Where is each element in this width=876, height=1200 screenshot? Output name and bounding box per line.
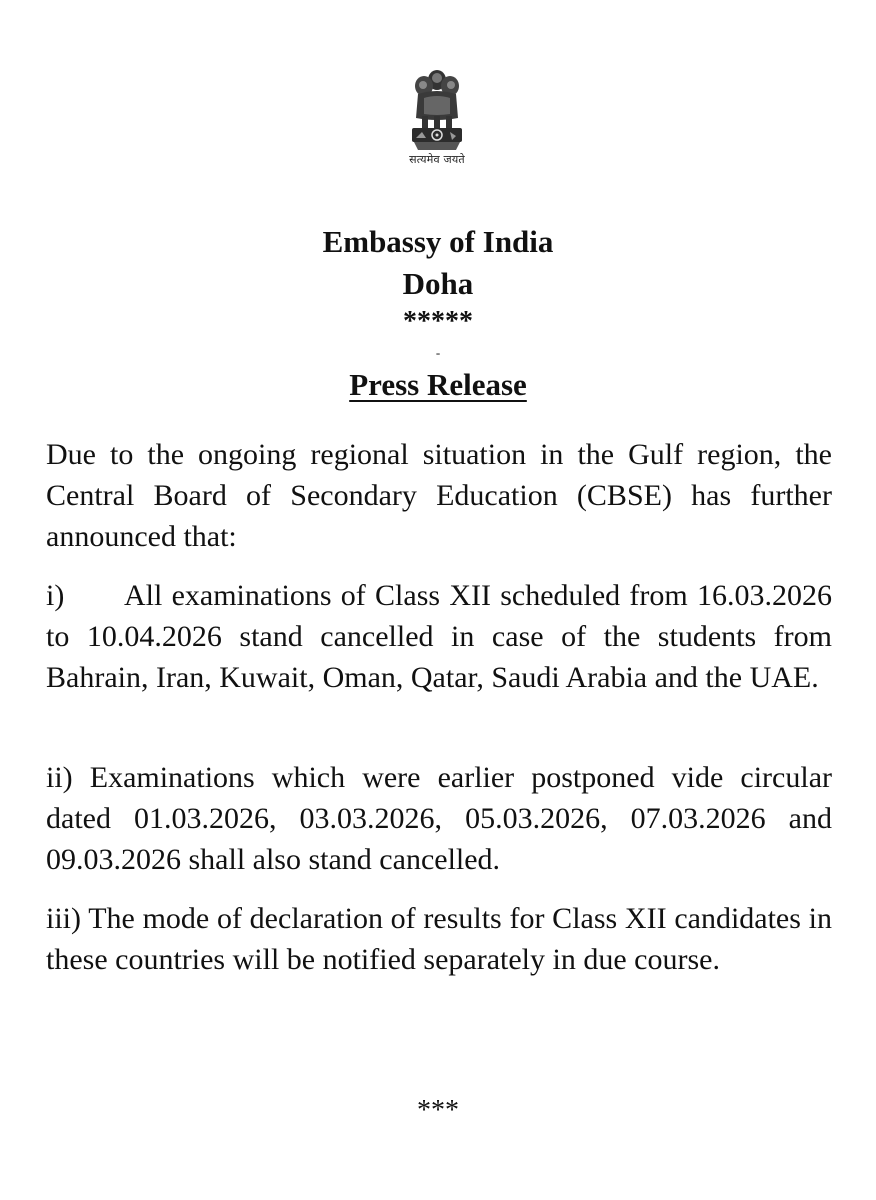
item-3-paragraph: iii) The mode of declaration of results for Class XII candidates in these countries will be notified separately in due course. bbox=[46, 902, 832, 976]
end-stars: *** bbox=[417, 1095, 459, 1126]
item-1-marker: i) bbox=[46, 579, 65, 612]
item-1-paragraph bbox=[46, 575, 832, 698]
intro-paragraph: Due to the ongoing regional situation in the Gulf region, the Central Board of Secondary Education (CBSE) has further announced that: bbox=[46, 438, 832, 553]
header-dash: - bbox=[435, 345, 441, 360]
item-2-paragraph: ii) Examinations which were earlier postponed vide circular dated 01.03.2026, 03.03.2026, 05.03.2026, 07.03.2026 and 09.03.2026 shall also stand cancelled. bbox=[46, 761, 832, 876]
embassy-city: Doha bbox=[402, 266, 474, 301]
embassy-name: Embassy of India bbox=[322, 224, 554, 259]
header-separator-stars: ***** bbox=[403, 306, 473, 337]
document-title: Press Release bbox=[349, 367, 527, 402]
item-1-text: All examinations of Class XII scheduled from 16.03.2026 to 10.04.2026 stand cancelled in case of the students from Bahrain, Iran, Kuwait, Oman, Qatar, Saudi Arabia and the UAE. bbox=[46, 579, 832, 694]
emblem-motto: सत्यमेव जयते bbox=[409, 153, 465, 166]
